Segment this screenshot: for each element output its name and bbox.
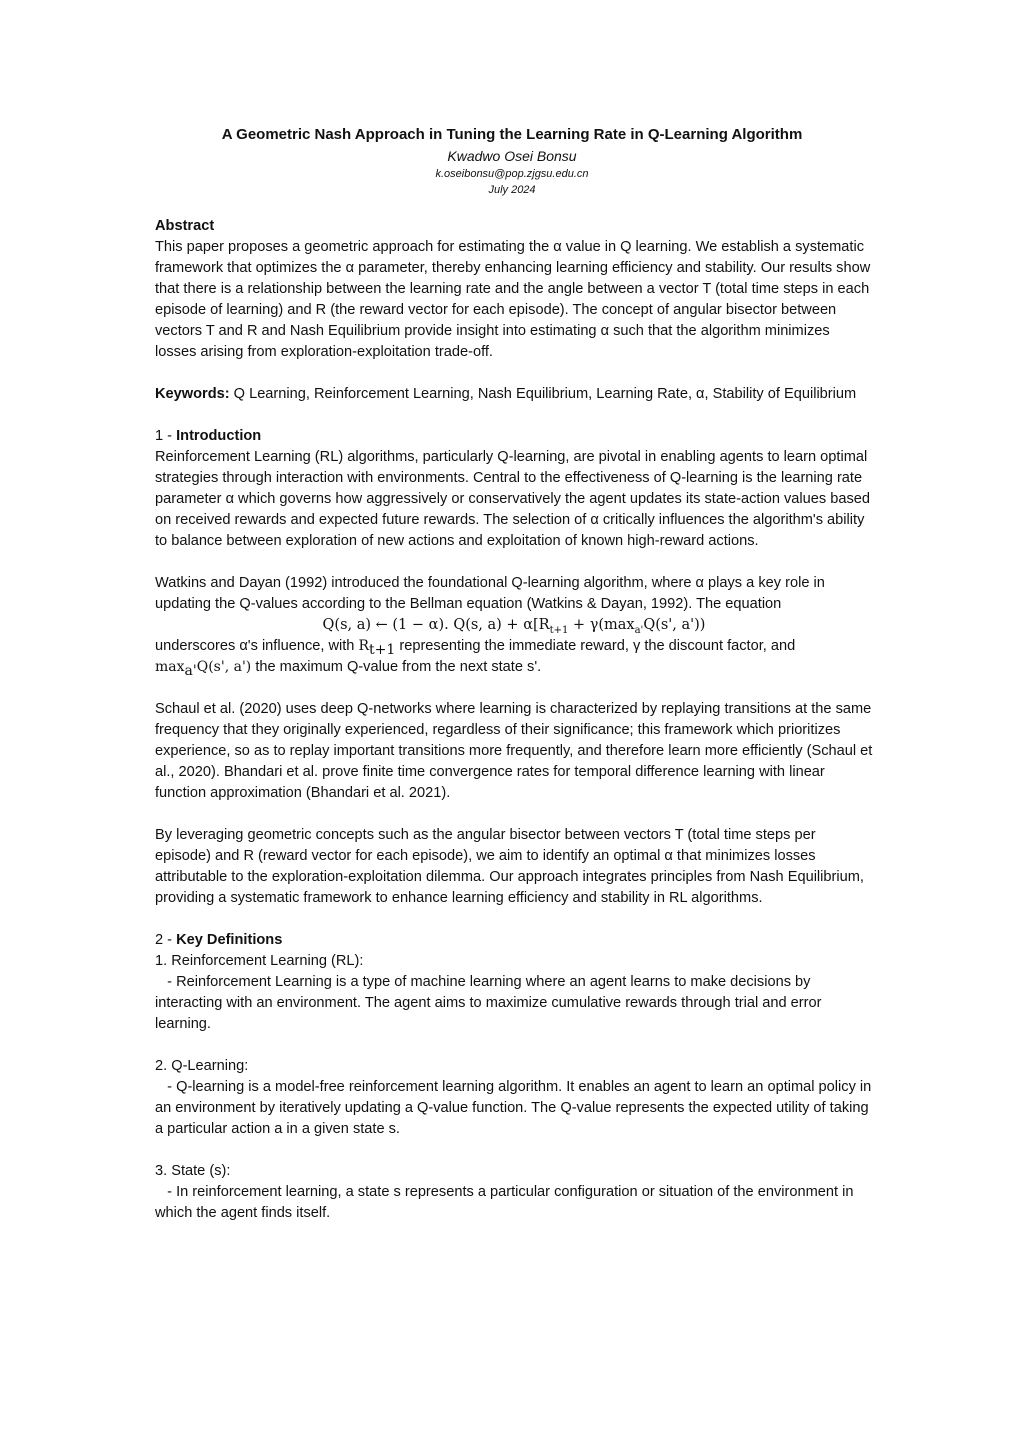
paper-body [155, 216, 876, 1224]
eq-part: Q(s', a')) [643, 617, 706, 633]
author-email: k.oseibonsu@pop.zjgsu.edu.cn [435, 168, 589, 180]
keywords-label: Keywords: [155, 386, 230, 402]
intro-paragraph-3 [155, 636, 873, 678]
definition-title: 1. Reinforcement Learning (RL): [155, 953, 364, 969]
math-symbol: R [358, 638, 370, 654]
abstract-heading: Abstract [155, 218, 215, 234]
paper-title: A Geometric Nash Approach in Tuning the Learning Rate in Q-Learning Algorithm [221, 126, 803, 143]
definition-title: 2. Q-Learning: [155, 1058, 249, 1074]
math-subscript: a' [184, 662, 197, 679]
bellman-equation [155, 615, 873, 636]
author-name: Kwadwo Osei Bonsu [447, 148, 577, 164]
definition-title: 3. State (s): [155, 1163, 231, 1179]
intro-paragraph-5: By leveraging geometric concepts such as the angular bisector between vectors T (total time steps per episode) and R (reward vector for each episode), we aim to identify an optimal α that minimizes losses attributable to the exploration-exploitation dilemma. Our approach integrates principles from Nash Equilibrium, providing a systematic framework to enhance learning efficiency and stability in RL algorithms. [155, 827, 864, 906]
definition-text: - Q-learning is a model-free reinforcement learning algorithm. It enables an agent to learn an optimal policy in an environment by iteratively updating a Q-value function. The Q-value represents the expected utility of taking a particular action a in a given state s. [155, 1079, 876, 1137]
eq-subscript: a' [634, 624, 644, 636]
section-number: 1 - [155, 428, 177, 444]
section-heading-introduction [155, 426, 873, 447]
math-subscript: t+1 [369, 641, 396, 658]
section-title: Key Definitions [176, 932, 283, 948]
section-title: Introduction [176, 428, 262, 444]
eq-part: Q(s, a) ← (1 − α). Q(s, a) + α[R [322, 617, 550, 633]
section-number: 2 - [155, 932, 177, 948]
math-symbol: Q(s', a') [196, 659, 252, 675]
text-run: the maximum Q-value from the next state s'. [251, 659, 542, 675]
keywords [155, 384, 873, 405]
math-symbol: max [155, 659, 185, 675]
section-heading-key-definitions [155, 930, 873, 951]
definition-text: - Reinforcement Learning is a type of machine learning where an agent learns to make decisions by interacting with an environment. The agent aims to maximize cumulative rewards through trial and error learning. [155, 974, 826, 1032]
keywords-text: Q Learning, Reinforcement Learning, Nash Equilibrium, Learning Rate, α, Stability of Equilibrium [233, 386, 857, 402]
intro-paragraph-2: Watkins and Dayan (1992) introduced the foundational Q-learning algorithm, where α plays a key role in updating the Q-values according to the Bellman equation (Watkins & Dayan, 1992). The equation [155, 575, 825, 612]
intro-paragraph-1: Reinforcement Learning (RL) algorithms, particularly Q-learning, are pivotal in enabling agents to learn optimal strategies through interaction with environments. Central to the effectiveness of Q-learning is the learning rate parameter α which governs how aggressively or conservatively the agent updates its state-action values based on received rewards and expected future rewards. The selection of α critically influences the algorithm's ability to balance between exploration of new actions and exploitation of known high-reward actions. [155, 449, 870, 549]
eq-part: + γ(max [568, 617, 635, 633]
abstract-text: This paper proposes a geometric approach for estimating the α value in Q learning. We establish a systematic framework that optimizes the α parameter, thereby enhancing learning efficiency and stability. Our results show that there is a relationship between the learning rate and the angle between a vector T (total time steps in each episode of learning) and R (the reward vector for each episode). The concept of angular bisector between vectors T and R and Nash Equilibrium provide insight into estimating α such that the algorithm minimizes losses arising from exploration-exploitation trade-off. [155, 239, 871, 360]
definition-text: - In reinforcement learning, a state s represents a particular configuration or situation of the environment in which the agent finds itself. [155, 1184, 858, 1221]
paper-date: July 2024 [488, 184, 536, 196]
text-run: underscores α's influence, with [155, 638, 359, 654]
paper-header [0, 124, 1024, 198]
eq-subscript: t+1 [549, 624, 569, 636]
intro-paragraph-4: Schaul et al. (2020) uses deep Q-networks where learning is characterized by replaying transitions at the same frequency that they originally experienced, regardless of their significance; this framework which prioritizes experience, so as to replay important transitions more frequently, and therefore learn more efficiently (Schaul et al., 2020). Bhandari et al. prove finite time convergence rates for temporal difference learning with linear function approximation (Bhandari et al. 2021). [155, 701, 873, 801]
text-run: representing the immediate reward, γ the discount factor, and [395, 638, 796, 654]
